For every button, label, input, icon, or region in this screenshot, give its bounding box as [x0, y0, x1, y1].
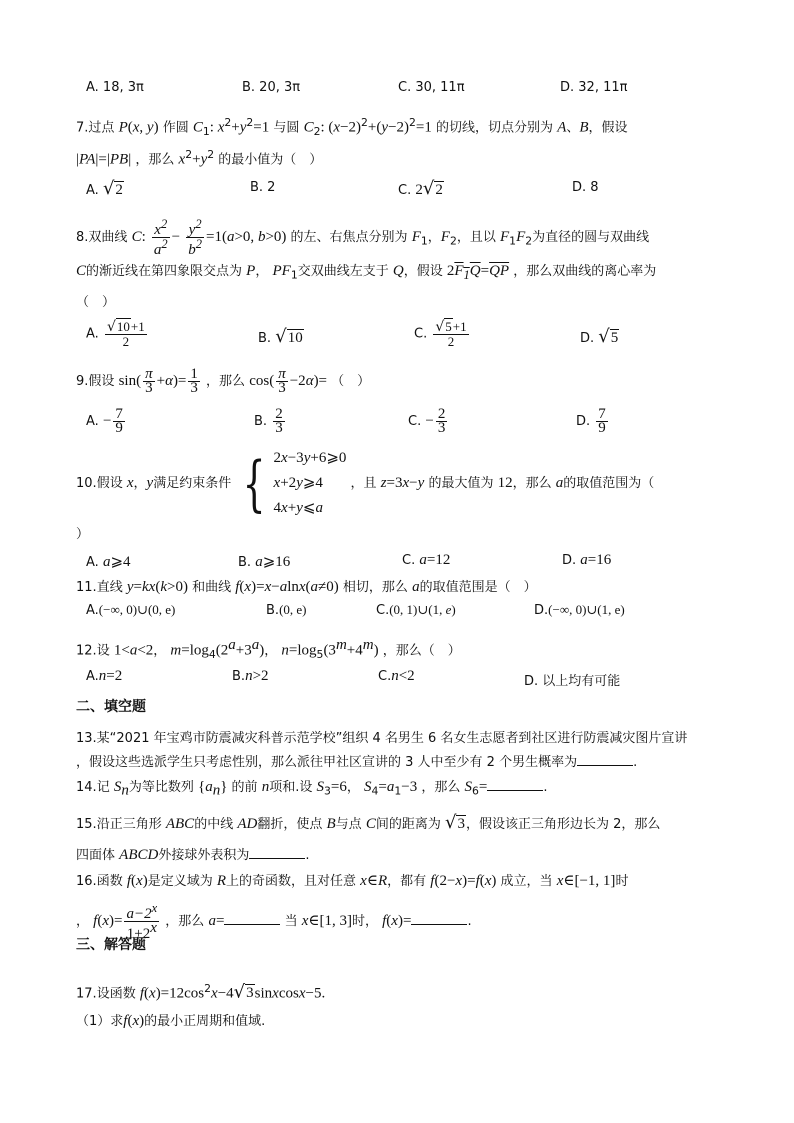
q11-option-d: D.(−∞, 0)∪(1, e) [534, 602, 625, 618]
q9-line1: 9.假设 sin( $\frac{\pi}{3}$ +α)= $\frac{1}{3}$ ，那么 cos( $\frac{\pi}{3}$ −2α)= （ ） [76, 366, 371, 396]
q7-option-d: D. 8 [572, 180, 599, 195]
q9-option-b: B. $\frac{2}{3}$ [254, 406, 283, 436]
q16-line1: 16.函数 f(x)是定义域为 R上的奇函数，且对任意 x∈R，都有 f(2−x)=f(x) 成立，当 x∈[−1, 1]时 [76, 873, 629, 889]
q10-option-d: D. a=16 [562, 552, 612, 568]
q7-option-a: A. √2 [86, 178, 123, 199]
q11-option-a: A.(−∞, 0)∪(0, e) [86, 602, 176, 618]
q12-option-d: D. 以上均有可能 [524, 674, 621, 689]
q10-option-a: A. a⩾4 [86, 554, 131, 570]
q9-option-a: A. − $\frac{7}{9}$ [86, 406, 123, 436]
q7-line2: |PA|=|PB| ，那么 $x^2+y^2$ 的最小值为（ ） [76, 148, 323, 168]
q13-line1: 13.某“2021 年宝鸡市防震减灾科普示范学校”组织 4 名男生 6 名女生志愿者到社区进行防震减灾图片宣讲 [76, 731, 688, 746]
q11-option-b: B.(0, e) [266, 602, 307, 618]
section-fill-in-heading: 二、填空题 [76, 699, 146, 715]
q17-sub1: （1）求f(x)的最小正周期和值域. [76, 1013, 266, 1029]
q6-option-c: C. 30, 11π [398, 80, 465, 95]
q12-option-a: A.n=2 [86, 668, 123, 684]
q8-option-a: A. $\frac{√10+1}{2}$ [86, 319, 145, 349]
q16-line2: ， f(x)= $\frac{a-2^x}{1+2^x}$ ，那么 a= 当 x∈[1, 3]时， f(x)= . [76, 901, 472, 942]
q11-option-c: C.(0, 1)∪(1, e) [376, 602, 456, 618]
q13-line2: ，假设这些选派学生只考虑性别，那么派往甲社区宣讲的 3 人中至少有 2 个男生概率为 . [76, 755, 638, 770]
q14-line1: 14.记 $S_n$为等比数列 $\{a_n\}$ 的前 n项和.设 $S_3=6$， $S_4=a_1-3$ ，那么 $S_6=$ . [76, 779, 548, 799]
q9-option-c: C. − $\frac{2}{3}$ [408, 406, 446, 436]
q12-option-b: B.n>2 [232, 668, 269, 684]
q10-option-c: C. a=12 [402, 552, 451, 568]
q7-option-b: B. 2 [250, 180, 276, 195]
q8-line1: 8.双曲线 C: $\frac{x^2}{a^2}$ − $\frac{y^2}{b^2}$ =1(a>0, b>0) 的左、右焦点分别为 $F_1$，$F_2$，且以 $F_1F_2$为直径的圆与双曲线 [76, 217, 650, 258]
q7-line1: 7.过点 P(x, y) 作圆 $C_1$: $x^2+y^2=1$ 与圆 $C_2$: $(x-2)^2+(y-2)^2=1$ 的切线，切点分别为 A、B，假设 [76, 116, 628, 138]
q6-option-b: B. 20, 3π [242, 80, 301, 95]
q8-line3: （ ） [76, 295, 116, 310]
q6-option-d: D. 32, 11π [560, 80, 628, 95]
q12-option-c: C.n<2 [378, 668, 415, 684]
q15-line2: 四面体 ABCD外接球外表积为 . [76, 847, 310, 863]
q10-line2: ） [76, 527, 90, 542]
q15-line1: 15.沿正三角形 ABC的中线 AD翻折，使点 B与点 C间的距离为 √3，假设该正三角形边长为 2，那么 [76, 812, 661, 833]
q8-option-d: D. √5 [580, 326, 619, 347]
section-answer-heading: 三、解答题 [76, 937, 146, 953]
q10-option-b: B. a⩾16 [238, 554, 291, 570]
q8-option-b: B. √10 [258, 326, 303, 347]
q10-line1: 10.假设 x，y满足约束条件 { 2x−3y+6⩾0 x+2y⩾4 4x+y⩽a ，且 z=3x−y 的最大值为 12，那么 a的取值范围为（ [76, 448, 655, 519]
q7-option-c: C. 2√2 [398, 178, 443, 199]
q6-option-a: A. 18, 3π [86, 80, 144, 95]
q17-line1: 17.设函数 $f(x)=12\cos^2x-4√3sinxcosx-5$. [76, 981, 326, 1003]
q8-line2: C的渐近线在第四象限交点为 P， $PF_1$交双曲线左支于 Q，假设 $2F_1Q=\overline{QP}$ ，那么双曲线的离心率为 [76, 263, 657, 282]
q11-line1: 11.直线 y=kx(k>0) 和曲线 f(x)=x−alnx(a≠0) 相切，那么 a的取值范围是（ ） [76, 579, 537, 595]
q8-option-c: C. $\frac{√5+1}{2}$ [414, 319, 467, 349]
q12-line1: 12.设 1<a<2， $m=\log_4(2^a+3^a)$， $n=\log_5(3^m+4^m)$ ，那么（ ） [76, 637, 461, 661]
q9-option-d: D. $\frac{7}{9}$ [576, 406, 606, 436]
